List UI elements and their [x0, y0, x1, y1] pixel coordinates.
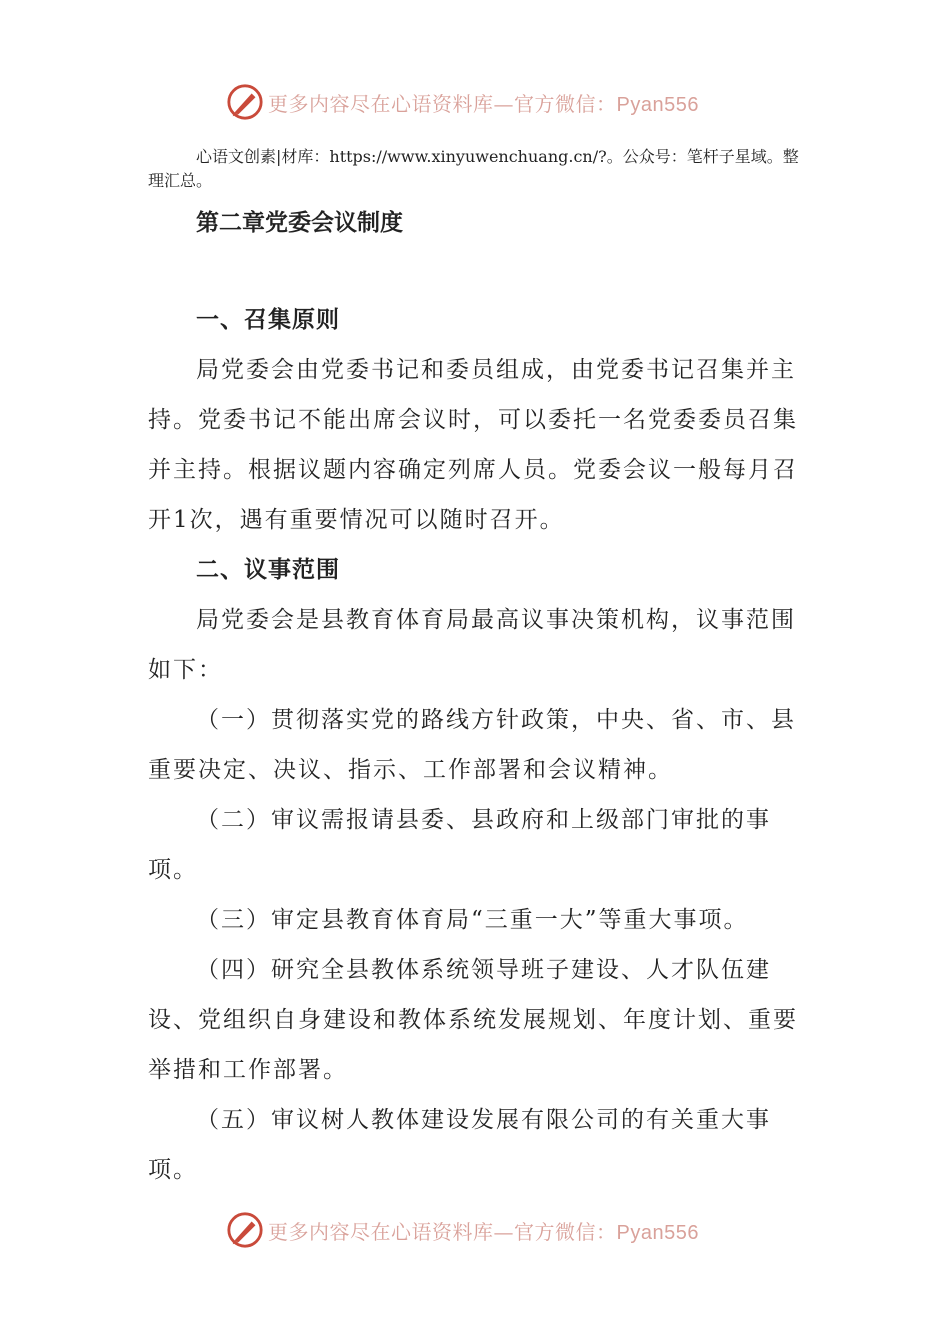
list-item: （二）审议需报请县委、县政府和上级部门审批的事项。: [148, 807, 771, 883]
banner-text: [268, 1216, 699, 1245]
footer-banner: [226, 1210, 699, 1250]
chapter-title: 第二章党委会议制度: [196, 209, 403, 236]
banner-wechat-id: Pyan556: [616, 93, 699, 116]
header-banner: [226, 82, 699, 122]
banner-wechat-id: Pyan556: [616, 1221, 699, 1244]
list-item: （一）贯彻落实党的路线方针政策，中央、省、市、县重要决定、决议、指示、工作部署和会议精神。: [148, 707, 796, 783]
list-item: （五）审议树人教体建设发展有限公司的有关重大事项。: [148, 1107, 771, 1183]
section-1: [148, 295, 798, 545]
paragraph: 局党委会由党委书记和委员组成，由党委书记召集并主持。党委书记不能出席会议时，可以委托一名党委委员召集并主持。根据议题内容确定列席人员。党委会议一般每月召开1次，遇有重要情况可以随时召开。: [148, 357, 798, 533]
list-item: （三）审定县教育体育局“三重一大”等重大事项。: [196, 907, 749, 933]
source-note: 心语文创素|材库：https://www.xinyuwenchuang.cn/?。公众号：笔杆子星域。整理汇总。: [148, 147, 799, 190]
list-item: （四）研究全县教体系统领导班子建设、人才队伍建设、党组织自身建设和教体系统发展规划、年度计划、重要举措和工作部署。: [148, 957, 798, 1083]
pen-logo-icon: [226, 83, 264, 121]
section-2: [148, 545, 798, 1195]
pen-logo-icon: [226, 1211, 264, 1249]
banner-caption: 更多内容尽在心语资料库—官方微信：: [268, 91, 617, 116]
paragraph: 局党委会是县教育体育局最高议事决策机构，议事范围如下：: [148, 607, 796, 683]
section-heading: 一、召集原则: [196, 306, 340, 333]
section-heading: 二、议事范围: [196, 556, 340, 583]
banner-text: [268, 88, 699, 117]
banner-caption: 更多内容尽在心语资料库—官方微信：: [268, 1219, 617, 1244]
